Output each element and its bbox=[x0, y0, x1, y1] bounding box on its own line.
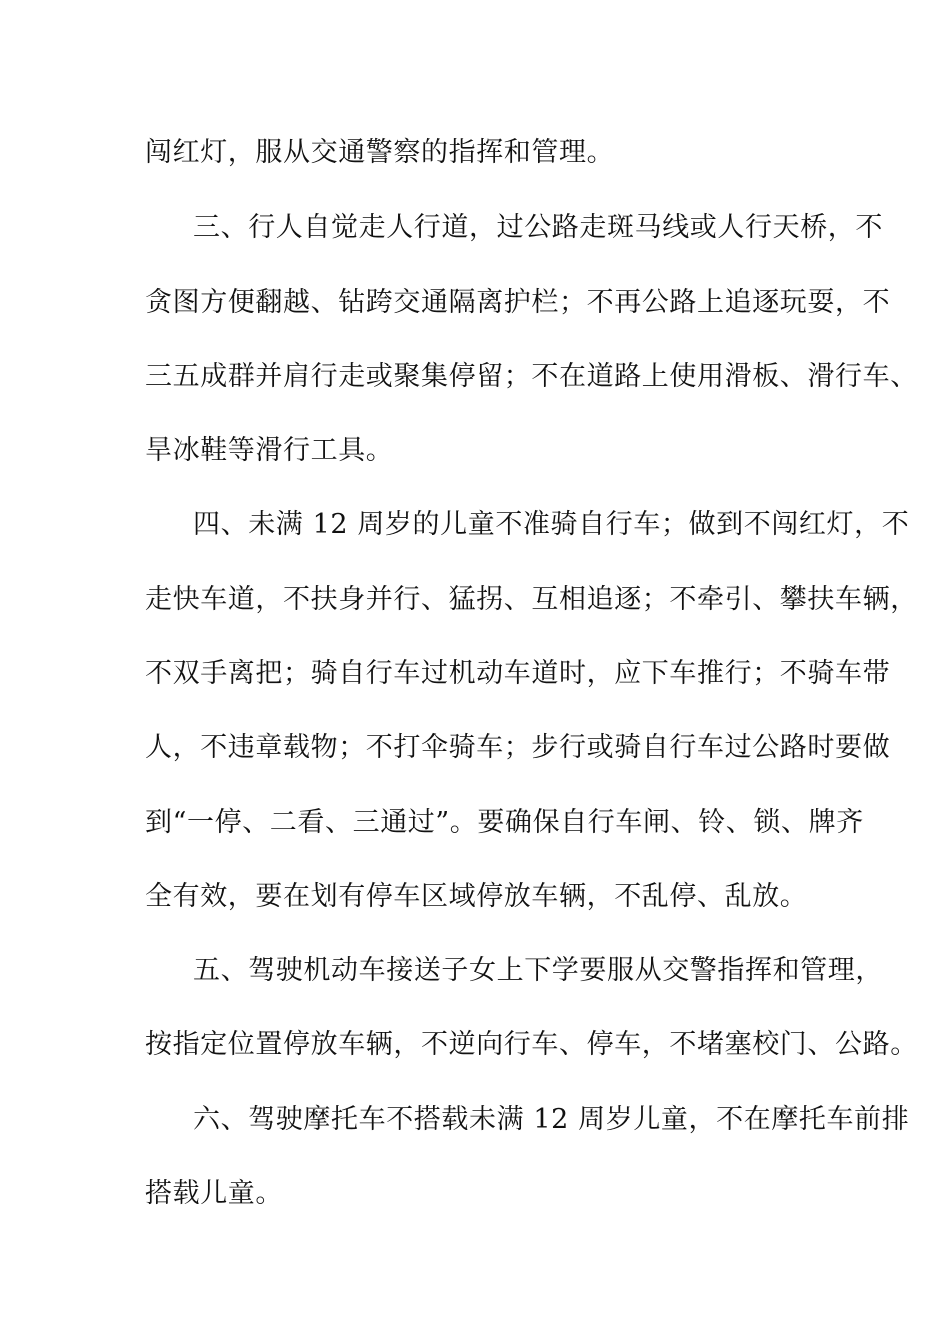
text-line: 全有效，要在划有停车区域停放车辆，不乱停、乱放。 bbox=[145, 881, 808, 912]
text-line: 不双手离把；骑自行车过机动车道时，应下车推行；不骑车带 bbox=[145, 658, 891, 689]
paragraph-5-start: 五、驾驶机动车接送子女上下学要服从交警指挥和管理， bbox=[193, 955, 883, 986]
text-line: 三五成群并肩行走或聚集停留；不在道路上使用滑板、滑行车、 bbox=[145, 361, 918, 392]
paragraph-6-start: 六、驾驶摩托车不搭载未满 12 周岁儿童，不在摩托车前排 bbox=[193, 1104, 910, 1135]
text-line: 按指定位置停放车辆，不逆向行车、停车，不堵塞校门、公路。 bbox=[145, 1029, 918, 1060]
text-line: 贪图方便翻越、钻跨交通隔离护栏；不再公路上追逐玩耍，不 bbox=[145, 287, 891, 318]
text-line: 旱冰鞋等滑行工具。 bbox=[145, 435, 394, 466]
text-line: 闯红灯，服从交通警察的指挥和管理。 bbox=[145, 137, 615, 168]
text-line: 搭载儿童。 bbox=[145, 1178, 283, 1209]
paragraph-3-start: 三、行人自觉走人行道，过公路走斑马线或人行天桥，不 bbox=[193, 212, 883, 243]
paragraph-4-start: 四、未满 12 周岁的儿童不准骑自行车；做到不闯红灯，不 bbox=[193, 509, 910, 540]
text-line: 人，不违章载物；不打伞骑车；步行或骑自行车过公路时要做 bbox=[145, 732, 891, 763]
text-line: 到“一停、二看、三通过”。要确保自行车闸、铃、锁、牌齐 bbox=[145, 807, 864, 838]
text-line: 走快车道，不扶身并行、猛拐、互相追逐；不牵引、攀扶车辆， bbox=[145, 584, 918, 615]
